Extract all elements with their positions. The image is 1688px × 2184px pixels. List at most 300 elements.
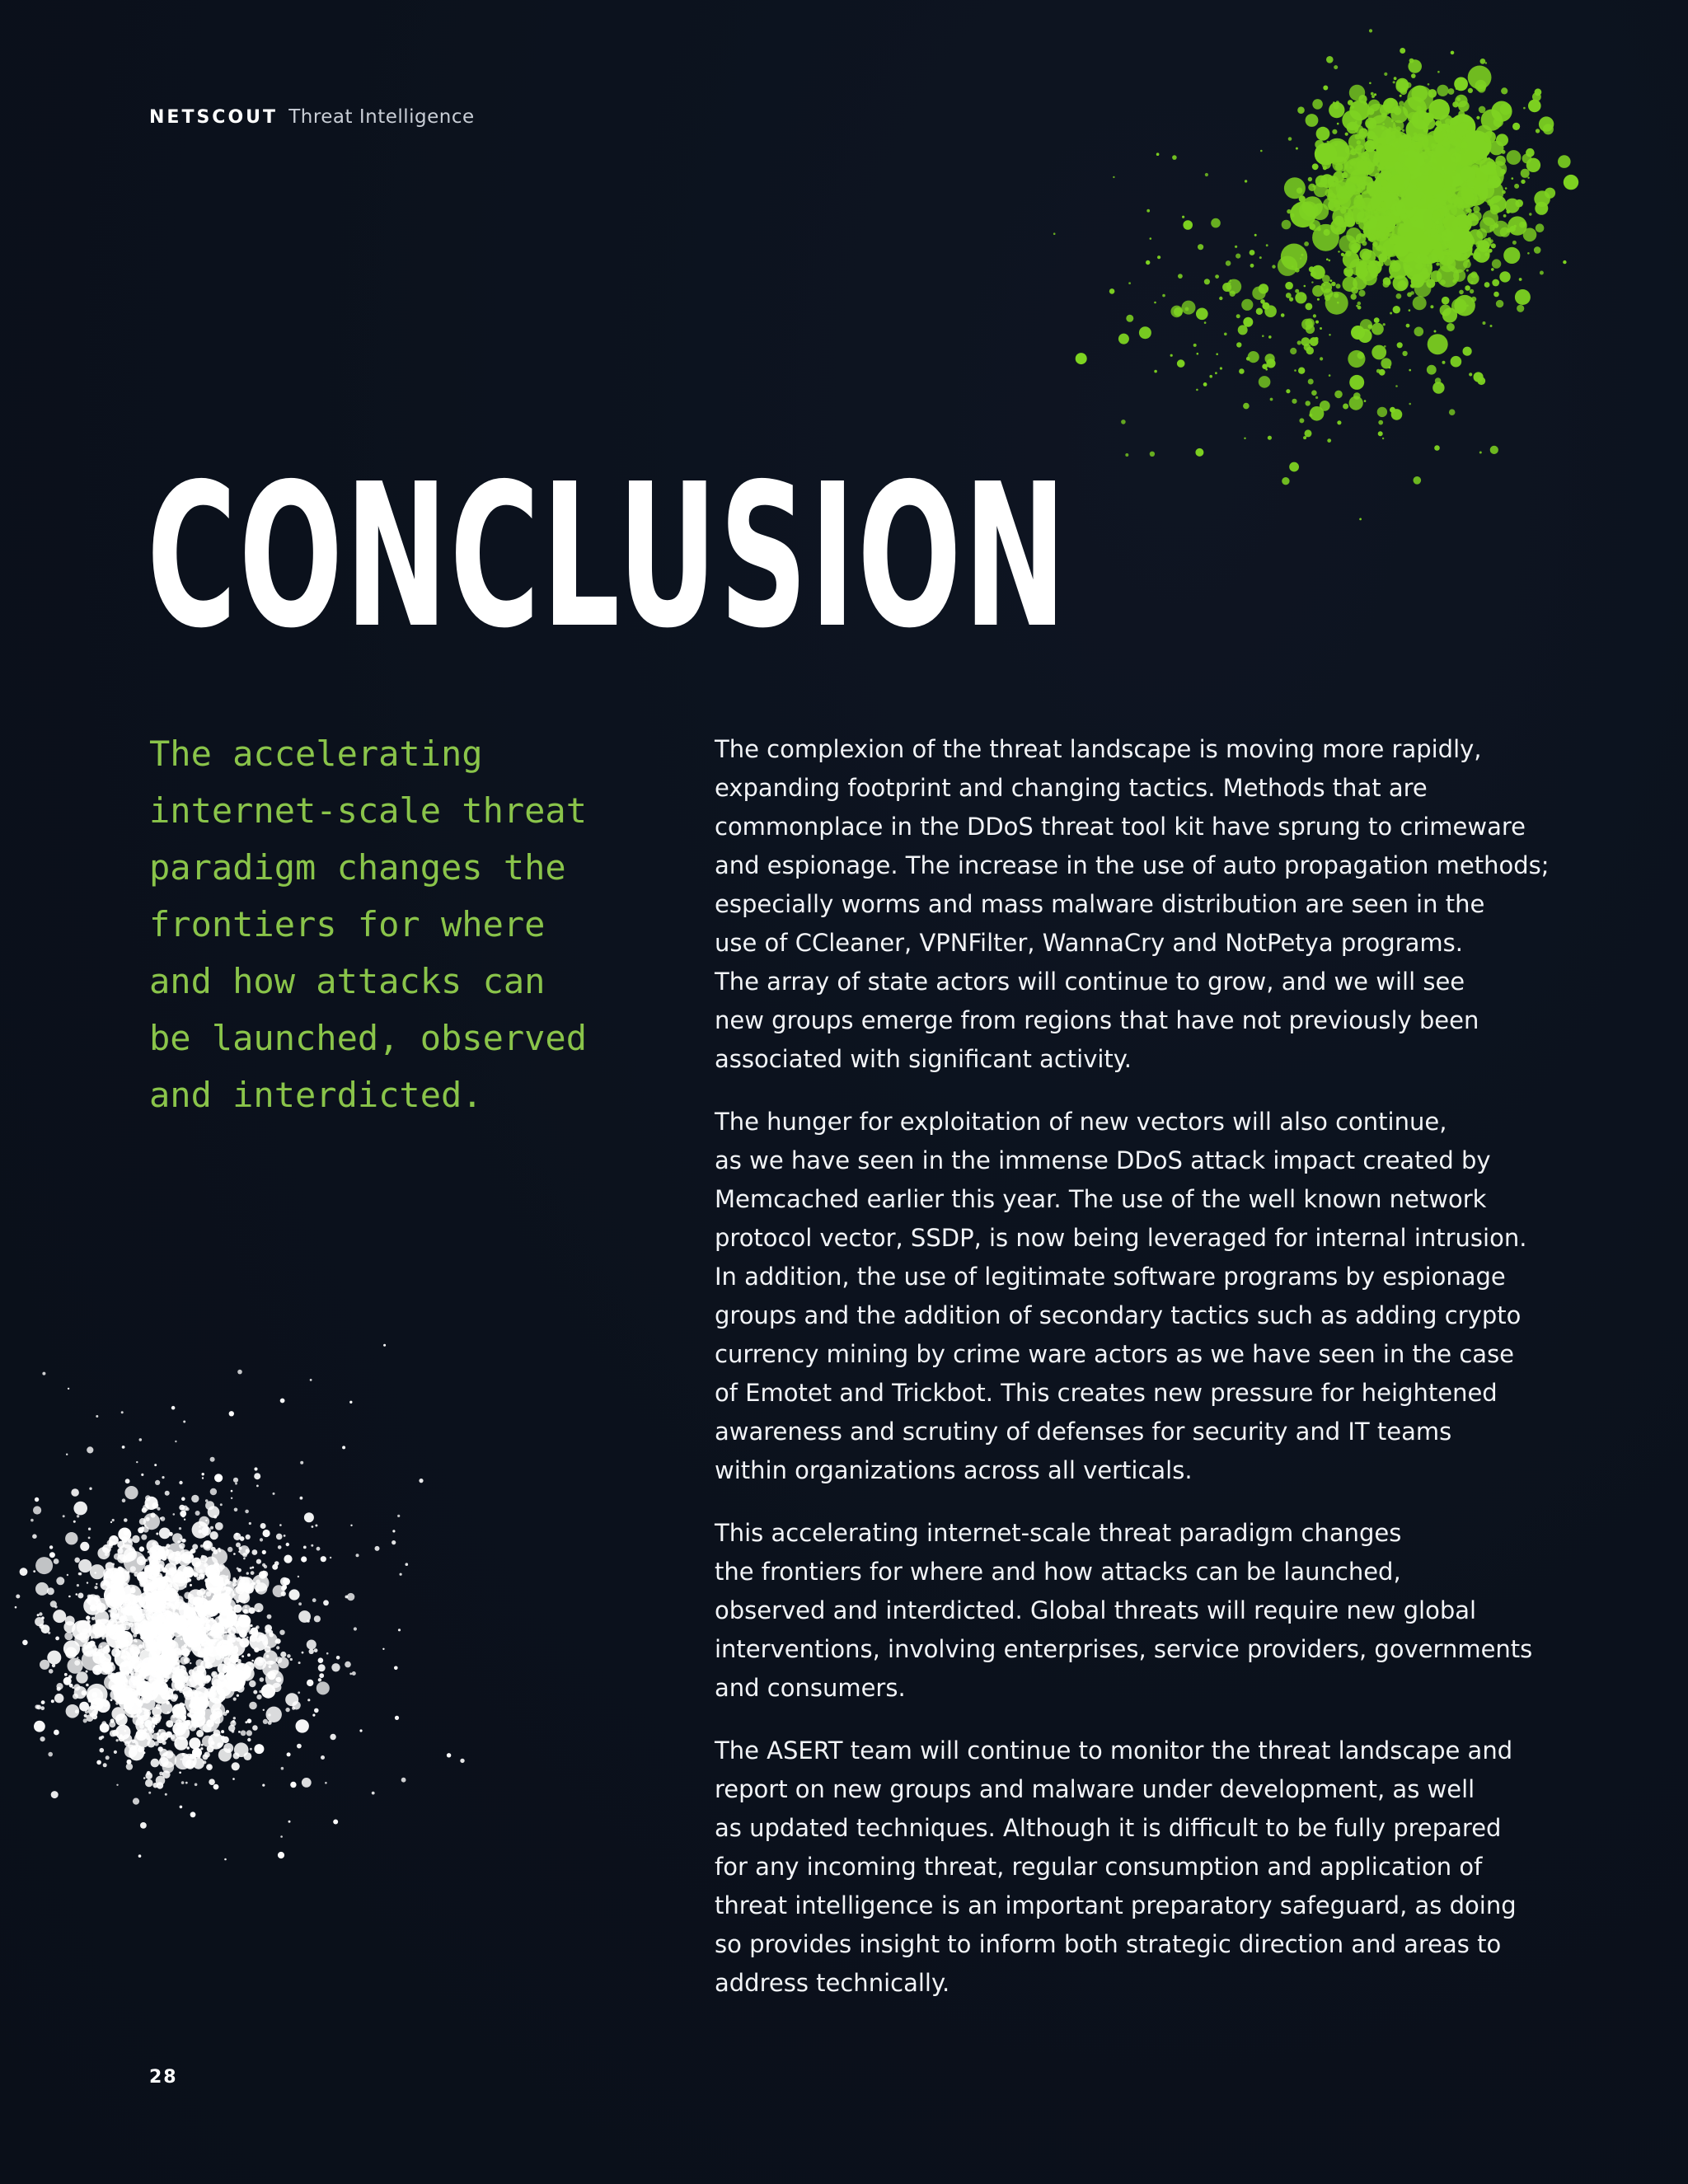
- white-paint-drop: [213, 1572, 217, 1576]
- white-paint-drop: [73, 1502, 87, 1516]
- green-paint-drop: [1291, 213, 1295, 218]
- green-paint-drop: [1243, 317, 1253, 327]
- white-paint-drop: [56, 1577, 64, 1585]
- green-paint-drop: [1417, 255, 1420, 259]
- green-paint-drop: [1490, 446, 1498, 454]
- white-paint-drop: [142, 1699, 146, 1704]
- white-paint-drop: [249, 1680, 256, 1687]
- white-paint-drop: [229, 1632, 231, 1633]
- white-paint-drop: [349, 1673, 352, 1675]
- green-paint-drop: [1521, 180, 1525, 184]
- white-paint-drop: [325, 1782, 327, 1784]
- green-paint-drop: [1411, 174, 1414, 176]
- green-paint-drop: [1501, 87, 1507, 94]
- green-paint-drop: [1357, 302, 1362, 306]
- white-paint-drop: [39, 1624, 44, 1629]
- body-line: especially worms and mass malware distribution are seen in the: [715, 890, 1485, 918]
- green-paint-drop: [1244, 438, 1245, 439]
- white-paint-drop: [110, 1699, 113, 1701]
- green-paint-drop: [1381, 202, 1386, 208]
- green-paint-drop: [1507, 150, 1522, 165]
- white-paint-drop: [133, 1798, 139, 1805]
- green-paint-drop: [1358, 290, 1365, 297]
- white-paint-drop: [182, 1691, 185, 1694]
- white-paint-drop: [22, 1640, 28, 1646]
- white-paint-drop: [145, 1559, 148, 1562]
- white-paint-drop: [179, 1632, 182, 1635]
- white-paint-drop: [158, 1746, 163, 1751]
- white-paint-drop: [41, 1700, 45, 1704]
- green-paint-drop: [1304, 241, 1309, 246]
- white-paint-drop: [234, 1508, 238, 1512]
- white-paint-drop: [314, 1708, 319, 1713]
- white-paint-drop: [64, 1673, 68, 1676]
- green-paint-drop: [1243, 403, 1250, 410]
- green-paint-drop: [1170, 354, 1173, 357]
- green-paint-drop: [1292, 399, 1296, 404]
- green-paint-drop: [1408, 59, 1422, 73]
- white-paint-drop: [154, 1591, 157, 1593]
- green-paint-drop: [1139, 326, 1151, 339]
- white-paint-drop: [87, 1620, 91, 1624]
- green-paint-drop: [1121, 419, 1126, 424]
- white-paint-drop: [131, 1673, 134, 1675]
- body-line: This accelerating internet-scale threat paradigm changes: [715, 1519, 1402, 1547]
- white-paint-drop: [185, 1605, 189, 1609]
- body-line: The hunger for exploitation of new vectors will also continue,: [715, 1108, 1447, 1136]
- green-paint-drop: [1395, 385, 1398, 387]
- green-paint-drop: [1325, 160, 1330, 165]
- green-paint-drop: [1156, 152, 1160, 156]
- white-paint-drop: [132, 1740, 136, 1744]
- white-paint-drop: [261, 1689, 264, 1691]
- white-paint-drop: [241, 1633, 244, 1635]
- white-paint-drop: [200, 1747, 203, 1750]
- green-paint-drop: [1435, 220, 1440, 225]
- white-paint-drop: [184, 1519, 185, 1521]
- white-paint-drop: [285, 1708, 289, 1712]
- body-text: [715, 730, 1555, 2027]
- white-paint-drop: [213, 1624, 223, 1634]
- white-paint-drop: [216, 1640, 232, 1657]
- green-paint-drop: [1423, 128, 1428, 133]
- green-paint-drop: [1512, 177, 1514, 180]
- white-paint-drop: [123, 1655, 127, 1659]
- green-paint-drop: [1205, 173, 1208, 176]
- green-paint-drop: [1195, 448, 1203, 457]
- white-paint-drop: [162, 1638, 173, 1648]
- white-paint-drop: [126, 1644, 140, 1658]
- white-paint-drop: [263, 1571, 265, 1572]
- body-line: new groups emerge from regions that have not previously been: [715, 1006, 1479, 1034]
- white-paint-drop: [190, 1584, 192, 1586]
- white-paint-drop: [133, 1633, 137, 1638]
- white-paint-drop: [252, 1725, 258, 1731]
- white-paint-drop: [205, 1501, 214, 1510]
- white-paint-drop: [207, 1628, 210, 1631]
- white-paint-drop: [152, 1502, 159, 1509]
- white-paint-drop: [256, 1694, 261, 1699]
- green-paint-drop: [1407, 293, 1412, 298]
- green-paint-drop: [1154, 302, 1156, 304]
- white-paint-drop: [157, 1647, 159, 1649]
- white-paint-drop: [375, 1546, 380, 1551]
- green-paint-drop: [1150, 452, 1155, 457]
- white-paint-drop: [101, 1721, 106, 1726]
- green-paint-drop: [1361, 152, 1369, 160]
- green-paint-drop: [1477, 377, 1485, 385]
- white-paint-drop: [40, 1706, 45, 1710]
- white-paint-drop: [115, 1685, 128, 1698]
- white-paint-drop: [78, 1559, 91, 1572]
- green-paint-drop: [1252, 287, 1265, 300]
- green-paint-drop: [1442, 297, 1450, 305]
- white-paint-drop: [143, 1579, 152, 1588]
- green-paint-drop: [1320, 327, 1322, 330]
- white-paint-drop: [89, 1641, 96, 1647]
- white-paint-drop: [102, 1584, 105, 1586]
- green-paint-drop: [1329, 374, 1331, 377]
- white-paint-drop: [245, 1510, 249, 1514]
- white-paint-drop: [286, 1543, 289, 1546]
- white-paint-drop: [219, 1585, 222, 1587]
- white-paint-drop: [154, 1464, 157, 1466]
- green-paint-drop: [1286, 293, 1292, 298]
- body-line: Memcached earlier this year. The use of the well known network: [715, 1185, 1487, 1213]
- white-paint-drop: [200, 1604, 204, 1607]
- green-paint-drop: [1392, 264, 1397, 269]
- white-paint-drop: [16, 1595, 20, 1599]
- white-paint-drop: [213, 1595, 218, 1600]
- green-paint-drop: [1432, 144, 1445, 157]
- white-paint-drop: [200, 1544, 204, 1548]
- white-paint-drop: [180, 1657, 188, 1665]
- white-paint-drop: [122, 1650, 124, 1652]
- white-paint-drop: [48, 1632, 50, 1634]
- green-paint-drop: [1376, 246, 1379, 250]
- green-paint-drop: [1146, 209, 1150, 213]
- white-paint-drop: [181, 1638, 183, 1640]
- white-paint-drop: [200, 1574, 204, 1578]
- green-paint-drop: [1372, 241, 1378, 247]
- green-paint-drop: [1370, 262, 1376, 268]
- green-paint-drop: [1448, 198, 1454, 204]
- green-paint-drop: [1359, 518, 1362, 521]
- green-paint-drop: [1295, 292, 1306, 303]
- white-paint-drop: [197, 1708, 205, 1716]
- white-paint-drop: [243, 1558, 246, 1560]
- white-paint-drop: [235, 1483, 237, 1485]
- white-paint-drop: [120, 1734, 123, 1737]
- green-paint-drop: [1381, 113, 1386, 118]
- white-paint-drop: [259, 1690, 262, 1694]
- white-paint-drop: [136, 1671, 138, 1673]
- green-paint-drop: [1374, 317, 1380, 323]
- green-paint-drop: [1204, 279, 1210, 284]
- white-paint-drop: [63, 1621, 75, 1633]
- green-paint-drop: [1204, 321, 1207, 324]
- green-paint-drop: [1485, 62, 1487, 63]
- green-paint-drop: [1437, 85, 1448, 96]
- white-paint-drop: [177, 1668, 180, 1671]
- white-paint-drop: [179, 1481, 182, 1484]
- white-paint-drop: [250, 1567, 252, 1569]
- green-paint-drop: [1447, 255, 1449, 257]
- white-paint-drop: [49, 1552, 55, 1558]
- white-paint-drop: [261, 1684, 275, 1698]
- body-line: address technically.: [715, 1969, 950, 1997]
- white-paint-drop: [148, 1572, 157, 1581]
- white-paint-drop: [237, 1568, 239, 1570]
- green-paint-drop: [1268, 436, 1272, 440]
- green-paint-drop: [1300, 257, 1301, 259]
- green-paint-drop: [1528, 100, 1541, 113]
- green-paint-drop: [1196, 308, 1208, 321]
- white-paint-drop: [205, 1574, 224, 1593]
- white-paint-drop: [94, 1586, 97, 1589]
- green-paint-drop: [1311, 281, 1313, 283]
- green-paint-drop: [1334, 65, 1338, 69]
- white-paint-drop: [307, 1640, 316, 1650]
- white-paint-drop: [88, 1595, 94, 1601]
- body-line: The complexion of the threat landscape is moving more rapidly,: [715, 735, 1482, 763]
- white-paint-drop: [176, 1596, 184, 1604]
- white-paint-drop: [250, 1748, 252, 1750]
- green-paint-drop: [1308, 379, 1314, 385]
- green-paint-drop: [1469, 373, 1472, 376]
- white-paint-drop: [210, 1457, 215, 1462]
- white-paint-drop: [96, 1619, 101, 1624]
- green-paint-drop: [1305, 429, 1312, 437]
- white-paint-drop: [157, 1782, 163, 1788]
- white-paint-drop: [268, 1713, 270, 1716]
- white-paint-drop: [225, 1647, 227, 1649]
- green-paint-drop: [1400, 95, 1402, 97]
- green-paint-drop: [1334, 104, 1339, 110]
- white-paint-drop: [219, 1563, 225, 1569]
- green-paint-drop: [1428, 89, 1437, 98]
- green-paint-drop: [1326, 56, 1334, 63]
- white-paint-drop: [115, 1713, 128, 1726]
- white-paint-drop: [129, 1662, 134, 1667]
- green-paint-drop: [1400, 162, 1403, 164]
- green-paint-drop: [1338, 251, 1339, 252]
- white-paint-drop: [74, 1660, 80, 1666]
- white-paint-drop: [79, 1702, 89, 1712]
- white-paint-drop: [47, 1651, 61, 1665]
- white-paint-drop: [96, 1415, 98, 1418]
- green-paint-drop: [1527, 177, 1529, 179]
- white-paint-drop: [67, 1574, 68, 1576]
- white-paint-drop: [195, 1659, 203, 1666]
- green-paint-drop: [1395, 143, 1400, 148]
- green-paint-drop: [1324, 288, 1334, 298]
- white-paint-drop: [50, 1601, 57, 1607]
- green-paint-drop: [1507, 228, 1511, 232]
- green-paint-drop: [1467, 209, 1472, 213]
- green-paint-drop: [1402, 129, 1404, 132]
- white-paint-drop: [229, 1411, 234, 1416]
- green-paint-drop: [1266, 244, 1268, 246]
- green-paint-drop: [1465, 190, 1468, 192]
- white-paint-drop: [35, 1582, 49, 1596]
- white-paint-drop: [124, 1530, 129, 1535]
- white-paint-drop: [148, 1551, 150, 1554]
- white-paint-drop: [88, 1537, 91, 1540]
- white-paint-drop: [278, 1852, 284, 1858]
- white-paint-drop: [246, 1572, 249, 1574]
- white-paint-drop: [262, 1563, 265, 1567]
- green-paint-drop: [1270, 398, 1273, 401]
- white-paint-drop: [48, 1752, 53, 1757]
- white-paint-drop: [213, 1621, 214, 1623]
- green-paint-drop: [1220, 367, 1222, 369]
- green-paint-drop: [1368, 100, 1381, 112]
- green-paint-drop: [1289, 462, 1299, 472]
- white-paint-drop: [155, 1680, 162, 1686]
- white-paint-drop: [233, 1478, 238, 1483]
- body-line: as updated techniques. Although it is difficult to be fully prepared: [715, 1814, 1502, 1842]
- white-paint-drop: [179, 1543, 185, 1549]
- white-paint-drop: [33, 1506, 41, 1514]
- white-paint-drop: [124, 1730, 127, 1732]
- white-paint-drop: [278, 1657, 289, 1669]
- white-paint-drop: [195, 1783, 198, 1787]
- body-paragraph: [715, 1732, 1555, 2003]
- green-paint-drop: [1215, 274, 1219, 279]
- white-paint-drop: [65, 1647, 77, 1658]
- green-paint-drop: [1462, 136, 1465, 139]
- green-paint-drop: [1326, 258, 1329, 260]
- white-paint-drop: [312, 1526, 314, 1528]
- green-paint-drop: [1460, 166, 1475, 182]
- green-paint-drop: [1309, 223, 1315, 230]
- white-paint-drop: [166, 1605, 170, 1610]
- green-paint-drop: [1489, 162, 1496, 170]
- green-paint-drop: [1527, 252, 1530, 255]
- white-paint-drop: [302, 1778, 312, 1788]
- white-paint-drop: [310, 1379, 312, 1381]
- white-paint-drop: [309, 1649, 314, 1654]
- white-paint-drop: [244, 1601, 246, 1603]
- green-paint-drop: [1441, 229, 1453, 241]
- green-paint-drop: [1388, 110, 1390, 112]
- white-paint-splatter: [15, 1344, 465, 1861]
- white-paint-drop: [316, 1681, 330, 1694]
- white-paint-drop: [222, 1583, 224, 1586]
- body-line: protocol vector, SSDP, is now being leveraged for internal intrusion.: [715, 1224, 1527, 1252]
- white-paint-drop: [298, 1576, 299, 1577]
- white-paint-drop: [246, 1535, 251, 1540]
- white-paint-drop: [195, 1511, 200, 1516]
- green-paint-drop: [1381, 127, 1385, 130]
- white-paint-drop: [112, 1519, 115, 1521]
- page-title: CONCLUSION: [147, 441, 1069, 672]
- white-paint-drop: [54, 1694, 63, 1703]
- green-paint-drop: [1505, 187, 1507, 190]
- green-paint-drop: [1287, 209, 1291, 213]
- white-paint-drop: [88, 1528, 91, 1530]
- white-paint-drop: [214, 1474, 223, 1482]
- white-paint-drop: [162, 1568, 166, 1572]
- white-paint-drop: [297, 1744, 302, 1749]
- green-paint-drop: [1239, 368, 1245, 374]
- green-paint-drop: [1400, 87, 1407, 95]
- body-line: currency mining by crime ware actors as we have seen in the case: [715, 1340, 1515, 1368]
- white-paint-drop: [214, 1616, 223, 1625]
- green-paint-drop: [1394, 77, 1397, 80]
- green-paint-drop: [1285, 282, 1293, 290]
- green-paint-drop: [1468, 229, 1483, 244]
- white-paint-drop: [263, 1719, 268, 1724]
- green-paint-drop: [1444, 252, 1447, 255]
- white-paint-drop: [140, 1746, 144, 1750]
- green-paint-drop: [1272, 265, 1275, 268]
- green-paint-drop: [1493, 117, 1503, 127]
- white-paint-drop: [160, 1517, 162, 1520]
- pull-quote: [149, 725, 611, 1123]
- green-paint-drop: [1315, 140, 1324, 149]
- white-paint-drop: [330, 1557, 331, 1558]
- white-paint-drop: [171, 1735, 175, 1739]
- white-paint-drop: [63, 1677, 72, 1685]
- green-paint-drop: [1476, 158, 1479, 161]
- green-paint-drop: [1390, 98, 1395, 103]
- white-paint-drop: [15, 1606, 17, 1609]
- green-paint-drop: [1332, 206, 1353, 227]
- white-paint-drop: [171, 1605, 174, 1608]
- green-paint-drop: [1455, 95, 1467, 107]
- green-paint-drop: [1381, 358, 1391, 368]
- green-paint-drop: [1157, 255, 1160, 259]
- green-paint-drop: [1388, 190, 1391, 193]
- green-paint-drop: [1409, 369, 1411, 372]
- white-paint-drop: [236, 1600, 239, 1603]
- green-paint-drop: [1343, 267, 1353, 277]
- green-paint-drop: [1371, 190, 1373, 192]
- white-paint-drop: [212, 1683, 214, 1685]
- white-paint-drop: [162, 1576, 169, 1582]
- white-paint-drop: [460, 1759, 464, 1763]
- green-paint-drop: [1154, 370, 1157, 373]
- green-paint-drop: [1463, 347, 1472, 356]
- green-paint-drop: [1367, 204, 1372, 209]
- white-paint-drop: [209, 1644, 212, 1647]
- body-line: groups and the addition of secondary tactics such as adding crypto: [715, 1301, 1522, 1329]
- white-paint-drop: [96, 1598, 109, 1611]
- white-paint-drop: [145, 1495, 151, 1501]
- green-paint-drop: [1172, 155, 1177, 160]
- white-paint-drop: [114, 1750, 117, 1754]
- white-paint-drop: [203, 1676, 210, 1684]
- green-paint-drop: [1230, 291, 1236, 297]
- green-paint-drop: [1358, 95, 1367, 103]
- body-line: observed and interdicted. Global threats will require new global: [715, 1596, 1477, 1624]
- green-paint-drop: [1535, 202, 1548, 215]
- green-paint-drop: [1447, 129, 1449, 132]
- white-paint-drop: [143, 1751, 145, 1754]
- white-paint-drop: [314, 1615, 321, 1622]
- white-paint-drop: [419, 1479, 423, 1483]
- green-paint-drop: [1353, 199, 1362, 207]
- green-paint-drop: [1452, 170, 1455, 172]
- green-paint-drop: [1378, 420, 1383, 425]
- white-paint-drop: [230, 1721, 236, 1727]
- green-paint-drop: [1470, 281, 1473, 284]
- green-paint-drop: [1301, 337, 1311, 346]
- green-paint-drop: [1372, 345, 1386, 360]
- white-paint-drop: [205, 1499, 209, 1502]
